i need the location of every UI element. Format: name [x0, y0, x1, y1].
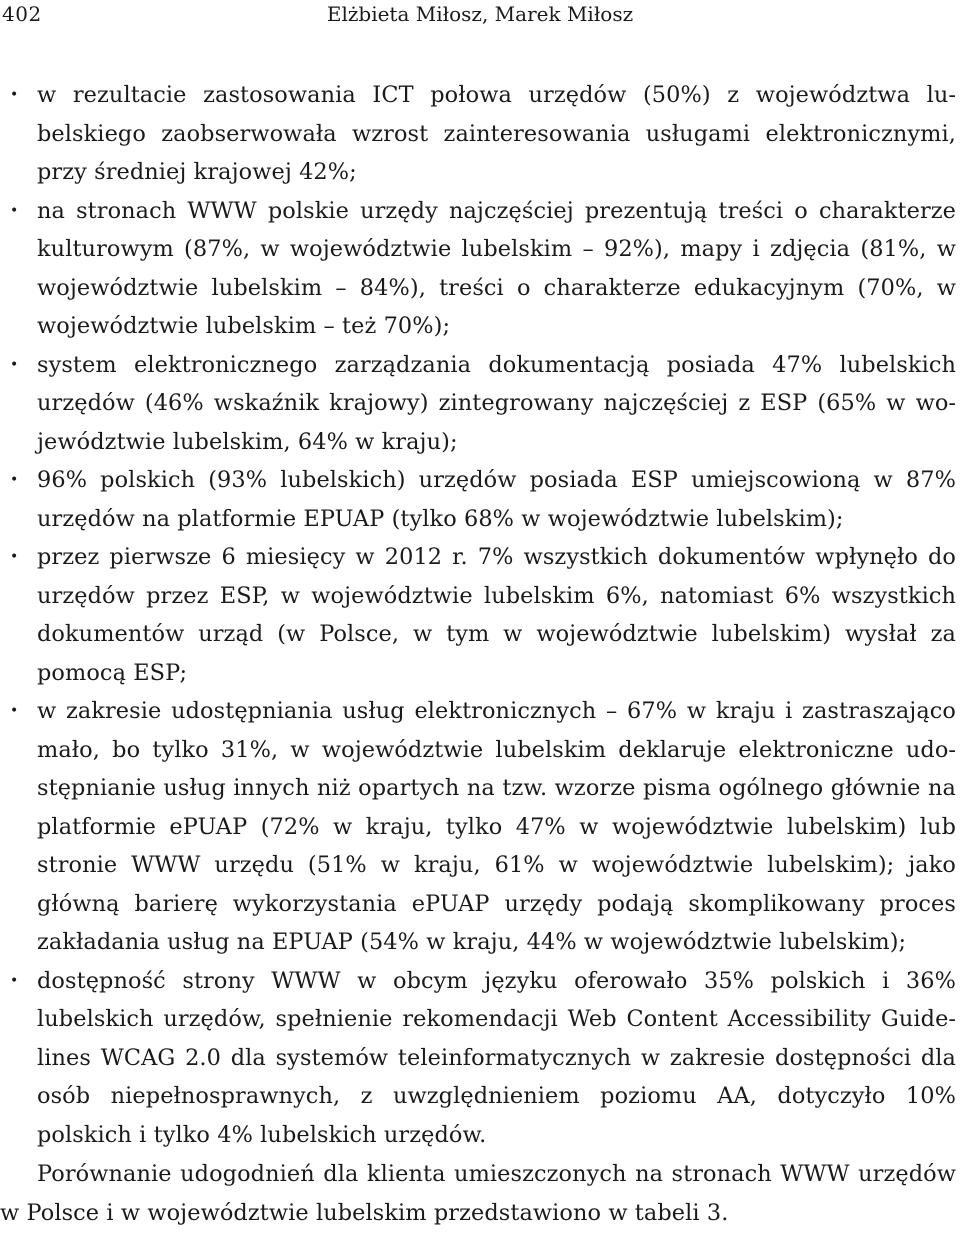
list-item-text: przez pierwsze 6 miesięcy w 2012 r. 7% wszystkich dokumentów wpłynęło do urzędów przez ESP, w województwie lubelskim 6%, natomiast 6% wszystkich dokumentów urząd (w Polsce, w tym w województwie lubelskim) wysłał za pomocą ESP;: [37, 544, 956, 686]
page-number: 402: [2, 2, 42, 26]
list-item: [0, 692, 956, 962]
running-head: [0, 0, 960, 32]
bullet-icon: •: [10, 972, 19, 989]
list-item: [0, 192, 956, 346]
body-text: [0, 76, 956, 1232]
bullet-icon: •: [10, 549, 19, 565]
list-item-text: system elektronicznego zarządzania dokumentacją posiada 47% lubelskich urzędów (46% wskaźnik krajowy) zintegrowany najczęściej z ESP (65% w województwie lubelskim, 64% w kraju);: [37, 351, 956, 455]
list-item: [0, 346, 956, 462]
running-head-authors: Elżbieta Miłosz, Marek Miłosz: [326, 2, 634, 26]
list-item: [0, 461, 956, 538]
list-item: [0, 962, 956, 1155]
bullet-icon: •: [10, 87, 19, 103]
closing-paragraph: Porównanie udogodnień dla klienta umieszczonych na stronach WWW urzędów w Polsce i w województwie lubelskim przedstawiono w tabeli 3.: [0, 1161, 956, 1226]
list-item-text: dostępność strony WWW w obcym języku oferowało 35% polskich i 36% lubelskich urzędów, spełnienie rekomendacji Web Content Accessibility Guidelines WCAG 2.0 dla systemów teleinformatycznych w zakresie dostępności dla osób niepełnosprawnych, z uwzględnieniem poziomu AA, dotyczyło 10% polskich i tylko 4% lubelskich urzędów.: [37, 967, 956, 1148]
list-item: [0, 76, 956, 192]
bullet-icon: •: [10, 202, 19, 219]
list-item-text: 96% polskich (93% lubelskich) urzędów posiada ESP umiejscowioną w 87% urzędów na platformie EPUAP (tylko 68% w województwie lubelskim);: [37, 467, 956, 532]
findings-list: [0, 76, 956, 1154]
list-item-text: w rezultacie zastosowania ICT połowa urzędów (50%) z województwa lubelskiego zaobserwowała wzrost zainteresowania usługami elektronicznymi, przy średniej krajowej 42%;: [37, 82, 956, 185]
bullet-icon: •: [10, 356, 19, 373]
bullet-icon: •: [10, 703, 19, 719]
list-item: [0, 538, 956, 692]
list-item-text: w zakresie udostępniania usług elektronicznych – 67% w kraju i zastraszająco mało, bo tylko 31%, w województwie lubelskim deklaruje elektroniczne udostępnianie usług innych niż opartych na tzw. wzorze pisma ogólnego głównie na platformie ePUAP (72% w kraju, tylko 47% w województwie lubelskim) lub stronie WWW urzędu (51% w kraju, 61% w województwie lubelskim); jako główną barierę wykorzystania ePUAP urzędy podają skomplikowany proces zakładania usług na EPUAP (54% w kraju, 44% w województwie lubelskim);: [37, 698, 956, 955]
bullet-icon: •: [10, 472, 19, 488]
list-item-text: na stronach WWW polskie urzędy najczęściej prezentują treści o charakterze kulturowym (87%, w województwie lubelskim – 92%), mapy i zdjęcia (81%, w województwie lubelskim – 84%), treści o charakterze edukacyjnym (70%, w województwie lubelskim – też 70%);: [37, 197, 956, 339]
